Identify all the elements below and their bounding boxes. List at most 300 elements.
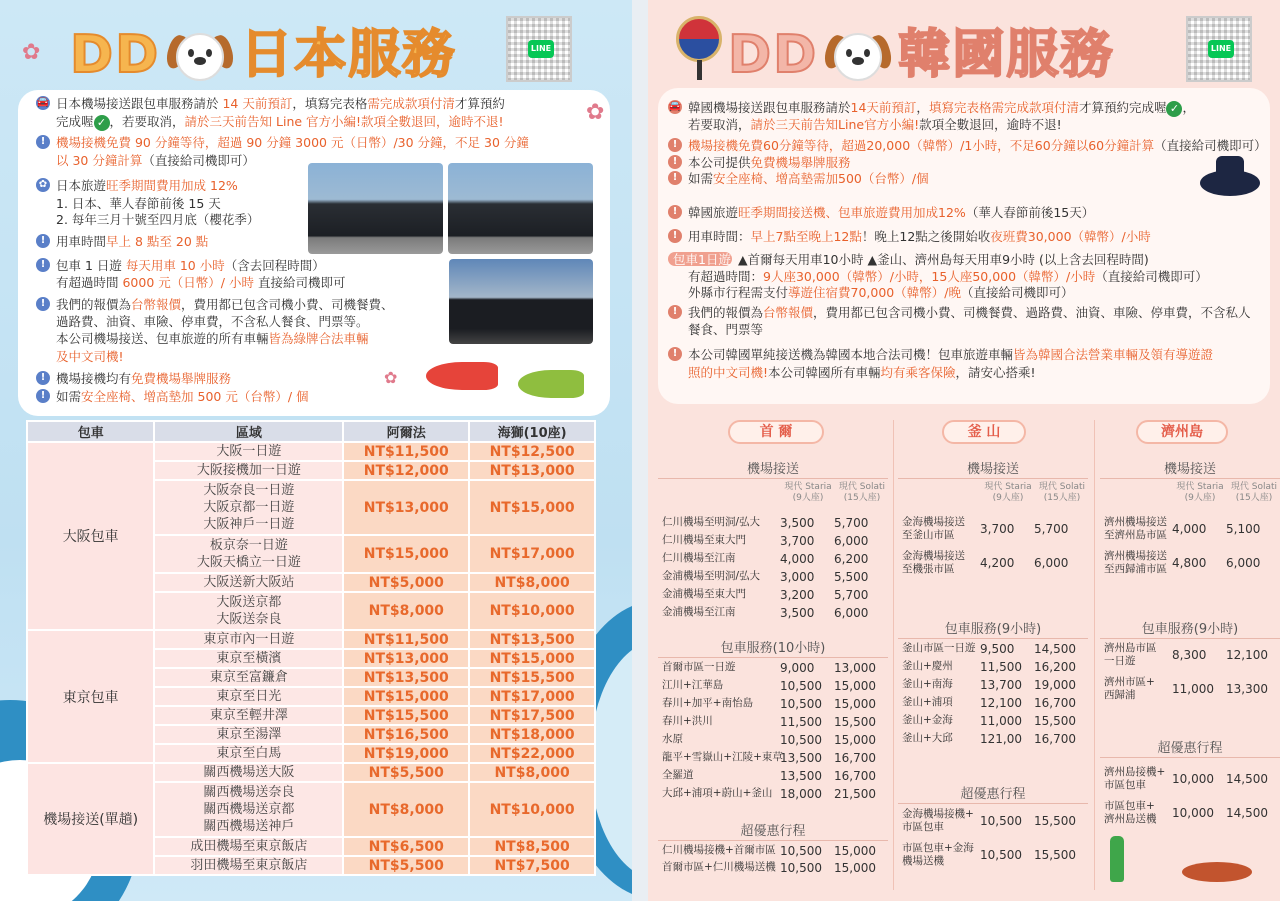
price-staria: 9,500 xyxy=(980,642,1015,656)
price-solati: 5,500 xyxy=(834,570,869,584)
info-text: 有超過時間 xyxy=(56,275,123,290)
info-text: 安全座椅、增高墊加 500 元（台幣）/ 個 xyxy=(81,389,309,404)
info-text: 2. 每年三月十號至四月底（櫻花季） xyxy=(56,212,260,227)
price-solati: 15,000 xyxy=(834,733,876,747)
price-solati: 15,500 xyxy=(834,715,876,729)
vehicle-seats: (9人座) xyxy=(792,493,824,503)
info-text: 本公司韓國所有車輛 xyxy=(768,365,881,380)
korea-panel xyxy=(648,0,1280,901)
route-name: 仁川機場至東大門 xyxy=(662,534,746,546)
price-staria: 13,700 xyxy=(980,678,1022,692)
info-line xyxy=(56,348,124,365)
info-bullet-icon: ! xyxy=(36,297,50,311)
info-text: 用車時間 xyxy=(56,234,107,249)
info-line xyxy=(688,204,1094,221)
info-text: 包車 1 日遊 xyxy=(56,258,126,273)
price-row xyxy=(662,769,888,782)
price-row xyxy=(1104,676,1280,702)
region-busan-label: 釜 山 xyxy=(942,420,1026,444)
info-text: ▲首爾每天用車10小時 ▲釜山、濟州島每天用車9小時 (以上含去回程時間) xyxy=(734,252,1149,267)
info-text: ，請安心搭乘! xyxy=(955,365,1036,380)
info-text: 日本旅遊 xyxy=(56,178,107,193)
divider xyxy=(898,478,1088,479)
info-text: 旺季期間接送機、包車旅遊費用加成12% xyxy=(738,205,966,220)
info-text: （含去回程時間） xyxy=(224,258,325,273)
info-bullet-icon: ! xyxy=(668,171,682,185)
info-line xyxy=(56,296,394,313)
info-text: ，費用都已包含司機小費、司機餐費、過路費、油資、車險、停車費，不含私人 xyxy=(813,305,1251,320)
info-text: （直接給司機即可） xyxy=(142,153,255,168)
info-text: 機場接機均有 xyxy=(56,371,132,386)
gat-hat-top xyxy=(1216,156,1244,180)
area-cell xyxy=(154,706,343,725)
line-qr-code-icon[interactable]: LINE xyxy=(506,16,572,82)
area-name: 東京至富鐮倉 xyxy=(209,670,288,685)
price-solati: 15,000 xyxy=(834,844,876,858)
japan-title: DD 日本服務 xyxy=(70,25,457,85)
special-title: 超優惠行程 xyxy=(960,787,1026,802)
info-line xyxy=(56,257,325,274)
route-name: 龍平+雪嶽山+江陵+東草 xyxy=(662,751,783,763)
route-name: 濟州機場接送 至濟州島市區 xyxy=(1104,516,1167,541)
price-hiace: NT$8,000 xyxy=(469,763,595,782)
vehicle-header-solati xyxy=(834,482,890,504)
price-hiace: NT$15,500 xyxy=(469,668,595,687)
price-row xyxy=(902,714,1088,727)
charter-title: 包車服務(10小時) xyxy=(720,641,826,656)
route-name: 金浦機場至江南 xyxy=(662,606,736,618)
price-hiace: NT$10,000 xyxy=(469,782,595,837)
price-row xyxy=(902,732,1088,745)
info-text: 韓國旅遊 xyxy=(688,205,739,220)
route-name: 金浦機場至東大門 xyxy=(662,588,746,600)
info-text: 過路費、油資、車險、停車費，不含私人餐食、門票等。 xyxy=(56,314,369,329)
info-text: 填寫完表格需完成款項付清 xyxy=(928,100,1079,115)
info-line xyxy=(56,211,259,228)
info-text: 請於三天前告知 Line 官方小編!款項全數退回，逾時不退! xyxy=(184,114,504,129)
info-text: 款項全數退回，逾時不退! xyxy=(919,117,1062,132)
price-solati: 16,700 xyxy=(834,751,876,765)
price-solati: 5,700 xyxy=(1034,522,1069,536)
info-text: 才算預約完成喔 xyxy=(1078,100,1167,115)
header-alphard: 阿爾法 xyxy=(343,421,469,442)
area-name: 東京至橫濱 xyxy=(216,651,282,666)
koinobori-red-icon xyxy=(426,362,498,390)
route-name: 春川+洪川 xyxy=(662,715,713,727)
info-text: 台幣報價 xyxy=(131,297,182,312)
info-line xyxy=(688,268,1208,285)
price-solati: 6,000 xyxy=(1226,556,1261,570)
airport-transfer-title: 機場接送 xyxy=(966,462,1019,477)
area-name: 東京至白馬 xyxy=(216,746,282,761)
price-solati: 15,000 xyxy=(834,679,876,693)
info-text: ， xyxy=(1182,100,1195,115)
info-text: 用車時間： xyxy=(688,229,751,244)
area-cell xyxy=(154,687,343,706)
price-solati: 13,000 xyxy=(834,661,876,675)
vehicle-photo-hiace xyxy=(449,259,593,344)
info-text: 機場接機免費 90 分鐘等待，超過 90 分鐘 3000 元（日幣）/30 分鐘，不足 30 分鐘 xyxy=(56,135,529,150)
price-staria: 3,000 xyxy=(780,570,815,584)
price-solati: 16,700 xyxy=(834,769,876,783)
route-name: 金海機場接機+ 市區包車 xyxy=(902,808,974,833)
price-staria: 4,800 xyxy=(1172,556,1207,570)
info-text: 外縣市行程需支付 xyxy=(688,285,789,300)
info-text: 包車1日遊 xyxy=(673,252,731,267)
soju-bottle-icon xyxy=(1110,836,1124,882)
info-text: 旺季期間費用加成 12% xyxy=(106,178,238,193)
price-row xyxy=(662,552,888,565)
info-text: 餐食、門票等 xyxy=(688,322,764,337)
divider xyxy=(1100,757,1280,758)
divider xyxy=(898,803,1088,804)
price-row xyxy=(902,516,1088,542)
area-name: 關西機場送京都 xyxy=(203,802,295,817)
info-line xyxy=(56,177,238,194)
price-row xyxy=(902,550,1088,576)
info-line xyxy=(688,170,929,187)
vehicle-photo-alphard xyxy=(308,163,443,254)
price-row xyxy=(902,808,1088,834)
price-staria: 3,700 xyxy=(980,522,1015,536)
price-alphard: NT$11,500 xyxy=(343,442,469,461)
price-alphard: NT$5,500 xyxy=(343,763,469,782)
info-text: 安全座椅、增高墊需加500（台幣）/個 xyxy=(713,171,929,186)
price-hiace: NT$17,000 xyxy=(469,687,595,706)
info-bullet-icon: ! xyxy=(668,305,682,319)
price-staria: 9,000 xyxy=(780,661,815,675)
area-name: 大阪一日遊 xyxy=(216,444,282,459)
price-hiace: NT$15,000 xyxy=(469,649,595,668)
table-row xyxy=(27,763,595,782)
area-name: 大阪神戶一日遊 xyxy=(203,517,295,532)
japan-price-table xyxy=(26,420,596,876)
price-row xyxy=(662,606,888,619)
price-staria: 10,500 xyxy=(780,697,822,711)
price-hiace: NT$17,500 xyxy=(469,706,595,725)
info-line xyxy=(56,370,231,387)
vehicle-seats: (9人座) xyxy=(992,493,1024,503)
price-solati: 6,000 xyxy=(1034,556,1069,570)
price-hiace: NT$8,000 xyxy=(469,573,595,592)
info-text: 免費機場舉牌服務 xyxy=(750,155,851,170)
info-line xyxy=(56,313,369,330)
special-title: 超優惠行程 xyxy=(740,824,806,839)
price-staria: 11,000 xyxy=(980,714,1022,728)
area-name: 東京至湯澤 xyxy=(216,727,282,742)
price-row xyxy=(662,787,888,800)
route-name: 江川+江華島 xyxy=(662,679,724,691)
price-hiace: NT$12,500 xyxy=(469,442,595,461)
info-text: （直接給司機即可） xyxy=(1154,138,1267,153)
route-name: 大邱+浦項+蔚山+釜山 xyxy=(662,787,773,799)
vehicle-name: 現代 Solati xyxy=(1038,482,1086,492)
price-row xyxy=(1104,642,1280,668)
price-row xyxy=(662,751,888,764)
region-seoul-label: 首 爾 xyxy=(728,420,824,444)
check-icon: ✓ xyxy=(1166,101,1182,117)
info-text: 14 天前預訂 xyxy=(222,96,293,111)
info-text: 導遊住宿費70,000（韓幣）/晚 xyxy=(788,285,961,300)
info-bullet-icon: ! xyxy=(36,258,50,272)
area-name: 關西機場送神戶 xyxy=(203,819,295,834)
route-name: 金海機場接送 至釜山市區 xyxy=(902,516,965,541)
info-text: 以 30 分鐘計算 xyxy=(56,153,143,168)
info-line xyxy=(688,321,763,338)
price-row xyxy=(662,715,888,728)
price-staria: 4,000 xyxy=(780,552,815,566)
info-line xyxy=(688,154,851,171)
price-solati: 21,500 xyxy=(834,787,876,801)
info-text: 台幣報價 xyxy=(763,305,814,320)
area-name: 大阪接機加一日遊 xyxy=(196,463,301,478)
info-line xyxy=(688,284,1073,301)
info-bullet-icon: ! xyxy=(668,155,682,169)
price-solati: 15,000 xyxy=(834,861,876,875)
vehicle-name: 現代 Solati xyxy=(838,482,886,492)
info-line xyxy=(688,99,1195,117)
route-name: 金海機場接送 至機張市區 xyxy=(902,550,965,575)
car-icon: 🚘 xyxy=(668,101,682,112)
price-hiace: NT$8,500 xyxy=(469,837,595,856)
route-name: 釜山+南海 xyxy=(902,678,953,690)
price-staria: 10,500 xyxy=(780,844,822,858)
price-alphard: NT$13,000 xyxy=(343,480,469,535)
info-text: 皆為韓國合法營業車輛及領有導遊證 xyxy=(1013,347,1214,362)
price-staria: 3,500 xyxy=(780,516,815,530)
area-cell xyxy=(154,744,343,763)
area-name: 大阪送奈良 xyxy=(216,612,282,627)
price-row xyxy=(662,733,888,746)
special-title: 超優惠行程 xyxy=(1157,741,1223,756)
info-line xyxy=(688,137,1267,154)
area-name: 大阪送京都 xyxy=(216,595,282,610)
info-text: 及中文司機! xyxy=(56,349,124,364)
price-alphard: NT$11,500 xyxy=(343,630,469,649)
info-line xyxy=(56,195,221,212)
price-staria: 13,500 xyxy=(780,751,822,765)
info-text: 本公司提供 xyxy=(688,155,751,170)
info-line xyxy=(56,388,309,405)
info-text: 每天用車 10 小時 xyxy=(125,258,225,273)
price-staria: 3,700 xyxy=(780,534,815,548)
price-solati: 14,500 xyxy=(1034,642,1076,656)
info-text: ， xyxy=(916,100,929,115)
divider xyxy=(658,478,888,479)
price-staria: 13,500 xyxy=(780,769,822,783)
price-solati: 16,700 xyxy=(1034,696,1076,710)
price-staria: 10,000 xyxy=(1172,772,1214,786)
group-name: 大阪包車 xyxy=(27,442,154,630)
info-line xyxy=(688,304,1251,321)
info-text: 才算預約 xyxy=(454,96,505,111)
price-staria: 10,500 xyxy=(780,733,822,747)
info-text: 機場接機免費60分鐘等待，超過20,000（韓幣）/1小時，不足60分鐘以60分鐘計算 xyxy=(688,138,1155,153)
info-line xyxy=(56,330,369,347)
route-name: 市區包車+ 濟州島送機 xyxy=(1104,800,1157,825)
table-row xyxy=(27,442,595,461)
vehicle-header-solati xyxy=(1226,482,1280,504)
price-alphard: NT$5,500 xyxy=(343,856,469,875)
info-text: 我們的報價為 xyxy=(688,305,764,320)
route-name: 濟州島接機+ 市區包車 xyxy=(1104,766,1166,791)
price-staria: 10,000 xyxy=(1172,806,1214,820)
japan-panel xyxy=(0,0,632,901)
price-alphard: NT$5,000 xyxy=(343,573,469,592)
price-hiace: NT$10,000 xyxy=(469,592,595,630)
sakura-icon: ✿ xyxy=(22,40,41,65)
info-text: 14天前預訂 xyxy=(850,100,917,115)
info-text: 完成喔 xyxy=(56,114,94,129)
vehicle-name: 現代 Staria xyxy=(784,482,832,492)
price-row xyxy=(662,570,888,583)
info-text: 需完成款項付清 xyxy=(367,96,455,111)
info-bullet-icon: ! xyxy=(36,371,50,385)
price-row xyxy=(902,842,1088,868)
route-name: 金浦機場至明洞/弘大 xyxy=(662,570,761,582)
info-text: 我們的報價為 xyxy=(56,297,132,312)
route-name: 春川+加平+南怡島 xyxy=(662,697,754,709)
price-staria: 18,000 xyxy=(780,787,822,801)
info-text: 本公司韓國單純接送機為韓國本地合法司機！包車旅遊車輛 xyxy=(688,347,1014,362)
price-staria: 10,500 xyxy=(980,814,1022,828)
price-hiace: NT$22,000 xyxy=(469,744,595,763)
charter-title: 包車服務(9小時) xyxy=(1141,622,1239,637)
price-solati: 15,500 xyxy=(1034,714,1076,728)
area-cell xyxy=(154,630,343,649)
price-alphard: NT$15,000 xyxy=(343,535,469,573)
route-name: 首爾市區+仁川機場送機 xyxy=(662,861,776,873)
area-name: 東京市內一日遊 xyxy=(203,632,295,647)
price-solati: 15,500 xyxy=(1034,848,1076,862)
price-solati: 13,300 xyxy=(1226,682,1268,696)
price-row xyxy=(1104,516,1280,542)
group-name: 東京包車 xyxy=(27,630,154,763)
vehicle-name: 現代 Solati xyxy=(1230,482,1278,492)
area-name: 關西機場送奈良 xyxy=(203,785,295,800)
price-row xyxy=(902,660,1088,673)
price-staria: 10,500 xyxy=(980,848,1022,862)
info-text: （華人春節前後15天） xyxy=(965,205,1095,220)
price-solati: 5,700 xyxy=(834,588,869,602)
info-text: 若要取消， xyxy=(688,117,751,132)
vehicle-photo-fleet xyxy=(448,163,593,254)
info-text: （直接給司機即可） xyxy=(960,285,1074,300)
info-text: ，若要取消， xyxy=(109,114,185,129)
car-icon: 🚘 xyxy=(36,97,50,108)
info-text: 夜班費30,000（韓幣）/小時 xyxy=(990,229,1151,244)
bbq-meat-icon xyxy=(1182,862,1252,882)
info-text: 6000 元（日幣）/ 小時 xyxy=(122,275,254,290)
area-cell xyxy=(154,649,343,668)
divider xyxy=(658,657,888,658)
info-text: 韓國機場接送跟包車服務請於 xyxy=(688,100,851,115)
vehicle-header-staria xyxy=(980,482,1036,504)
price-alphard: NT$15,500 xyxy=(343,706,469,725)
price-row xyxy=(662,679,888,692)
vehicle-seats: (15人座) xyxy=(843,493,881,503)
info-text: 照的中文司機! xyxy=(688,365,769,380)
info-bullet-icon: ! xyxy=(668,205,682,219)
info-line xyxy=(56,134,529,151)
info-bullet-icon: ! xyxy=(668,138,682,152)
price-alphard: NT$8,000 xyxy=(343,592,469,630)
price-solati: 6,000 xyxy=(834,606,869,620)
info-line xyxy=(56,152,255,169)
column-separator xyxy=(893,420,894,890)
price-alphard: NT$6,500 xyxy=(343,837,469,856)
route-name: 釜山+浦項 xyxy=(902,696,953,708)
area-cell xyxy=(154,668,343,687)
price-row xyxy=(902,642,1088,655)
area-cell xyxy=(154,782,343,837)
price-row xyxy=(662,844,888,857)
price-staria: 10,500 xyxy=(780,861,822,875)
info-text: 9人座30,000（韓幣）/小時，15人座50,000（韓幣）/小時 xyxy=(763,269,1096,284)
sakura-icon: ✿ xyxy=(586,100,605,125)
price-staria: 11,000 xyxy=(1172,682,1214,696)
info-line xyxy=(56,274,345,291)
area-name: 大阪送新大阪站 xyxy=(203,575,295,590)
column-separator xyxy=(1094,420,1095,890)
check-icon: ✓ xyxy=(94,115,110,131)
info-bullet-icon: ! xyxy=(36,135,50,149)
korean-fan-icon xyxy=(676,16,722,62)
area-cell xyxy=(154,573,343,592)
area-name: 關西機場送大阪 xyxy=(203,765,295,780)
price-solati: 15,500 xyxy=(1034,814,1076,828)
price-solati: 15,000 xyxy=(834,697,876,711)
header-area: 區域 xyxy=(154,421,343,442)
area-name: 大阪天橋立一日遊 xyxy=(196,555,301,570)
header-hiace: 海獅(10座) xyxy=(469,421,595,442)
korea-title: DD 韓國服務 xyxy=(728,25,1115,85)
info-text: 均有乘客保險 xyxy=(880,365,956,380)
info-line xyxy=(688,116,1062,133)
divider xyxy=(898,638,1088,639)
info-text: 免費機場舉牌服務 xyxy=(131,371,232,386)
route-name: 濟州機場接送 至西歸浦市區 xyxy=(1104,550,1167,575)
price-staria: 4,000 xyxy=(1172,522,1207,536)
price-staria: 121,00 xyxy=(980,732,1022,746)
area-name: 東京至輕井澤 xyxy=(209,708,288,723)
charter-title: 包車服務(9小時) xyxy=(944,622,1042,637)
area-cell xyxy=(154,461,343,480)
area-cell xyxy=(154,725,343,744)
info-bullet-icon: ! xyxy=(668,229,682,243)
price-staria: 3,500 xyxy=(780,606,815,620)
price-alphard: NT$13,500 xyxy=(343,668,469,687)
price-solati: 19,000 xyxy=(1034,678,1076,692)
price-solati: 16,200 xyxy=(1034,660,1076,674)
line-qr-code-icon[interactable]: LINE xyxy=(1186,16,1252,82)
price-hiace: NT$13,500 xyxy=(469,630,595,649)
info-bullet-icon: ! xyxy=(36,234,50,248)
price-staria: 11,500 xyxy=(780,715,822,729)
area-cell xyxy=(154,592,343,630)
info-text: 如需 xyxy=(56,389,82,404)
info-line xyxy=(688,364,1036,381)
price-row xyxy=(902,678,1088,691)
info-line xyxy=(670,251,1149,268)
dog-mascot-icon xyxy=(168,29,232,87)
price-row xyxy=(662,661,888,674)
vehicle-seats: (15人座) xyxy=(1235,493,1273,503)
info-line xyxy=(56,95,505,112)
group-name: 機場接送(單趟) xyxy=(27,763,154,875)
price-staria: 11,500 xyxy=(980,660,1022,674)
price-alphard: NT$13,000 xyxy=(343,649,469,668)
